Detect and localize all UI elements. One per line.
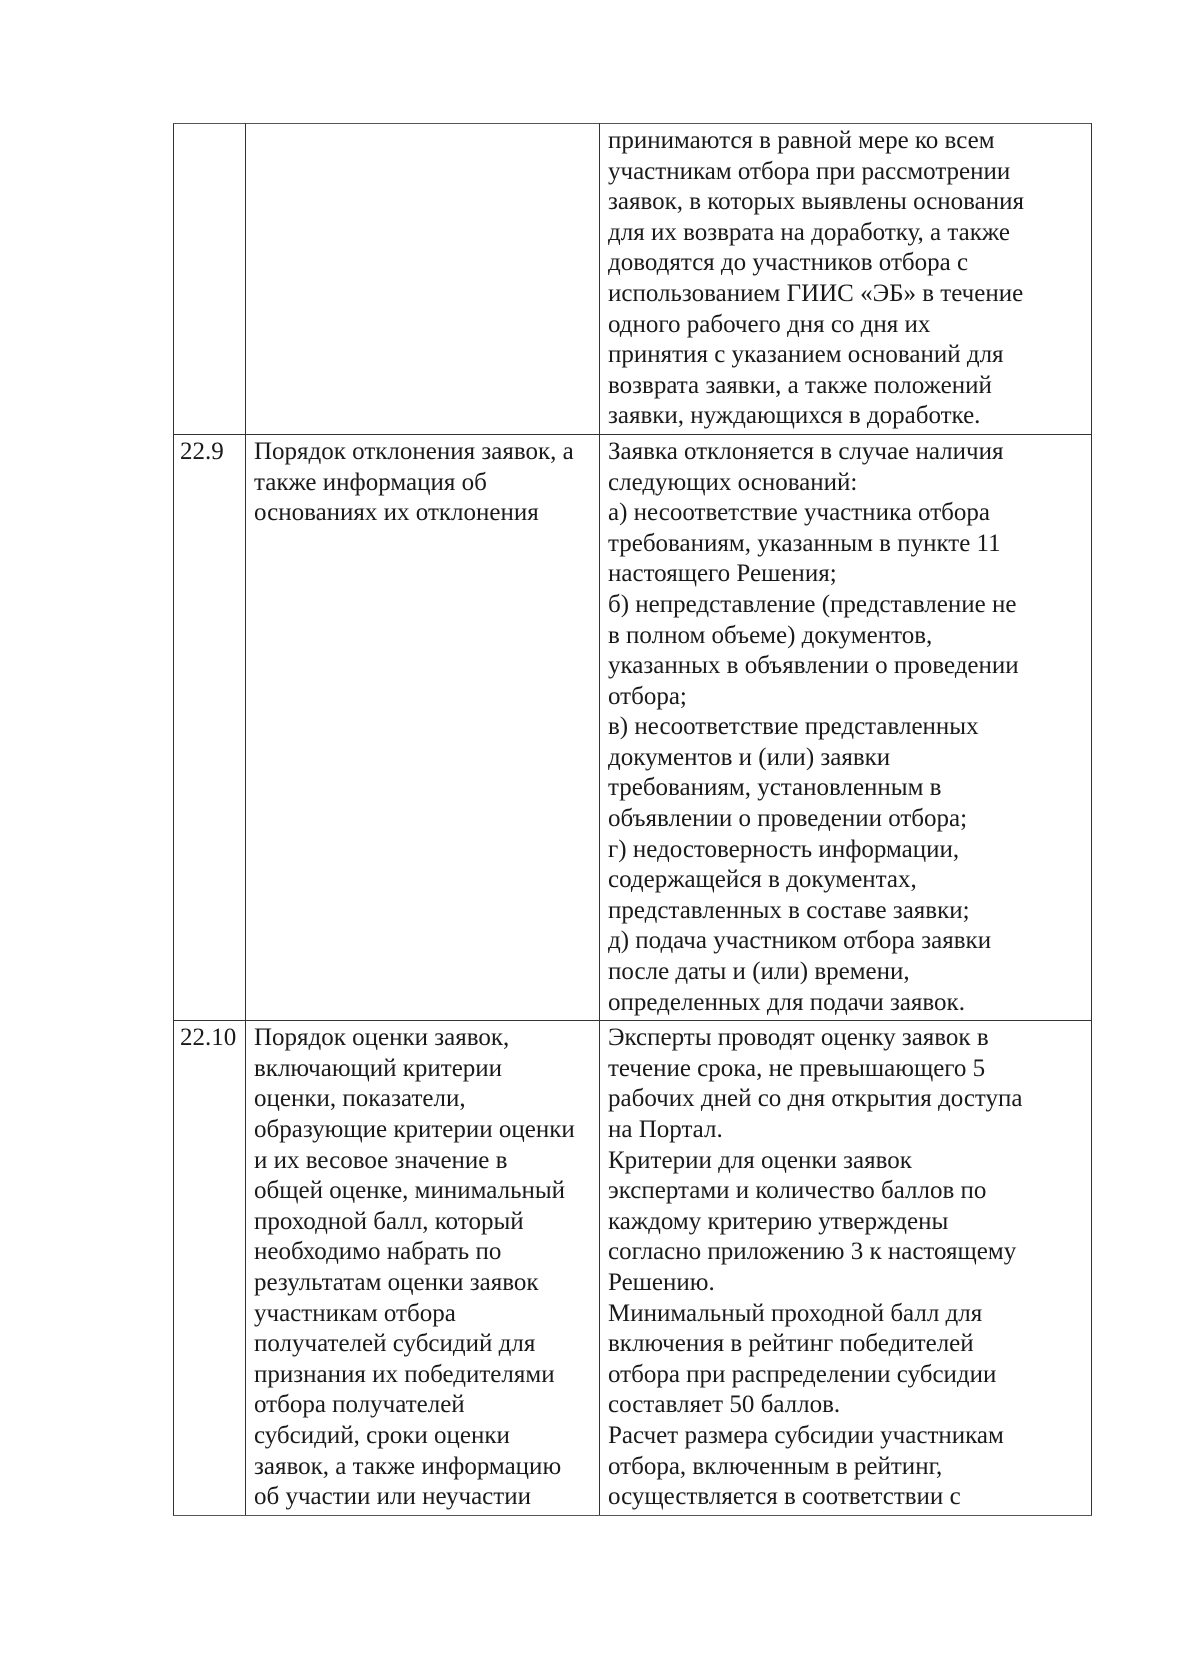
table-row — [174, 1021, 1092, 1516]
text-line: следующих оснований: — [608, 468, 858, 496]
document-table — [173, 123, 1092, 1516]
text-line: необходимо набрать по — [254, 1238, 502, 1266]
text-line: принимаются в равной мере ко всем — [608, 127, 995, 154]
text-line: отбора; — [608, 682, 687, 710]
item-content — [600, 1021, 1092, 1516]
table-body — [174, 124, 1092, 1516]
text-line: одного рабочего дня со дня их — [608, 310, 931, 338]
text-line: Расчет размера субсидии участникам — [608, 1421, 1004, 1449]
text-line: субсидий, сроки оценки — [254, 1421, 510, 1449]
text-line: и их весовое значение в — [254, 1146, 508, 1174]
item-title — [246, 434, 600, 1020]
text-line: указанных в объявлении о проведении — [608, 652, 1019, 680]
text-line: в) несоответствие представленных — [608, 713, 979, 741]
text-line: заявок, а также информацию — [254, 1452, 562, 1480]
text-line: определенных для подачи заявок. — [608, 988, 965, 1016]
text-line: Порядок отклонения заявок, а — [254, 437, 574, 465]
item-number: 22.10 — [174, 1021, 246, 1516]
text-line: возврата заявки, а также положений — [608, 371, 992, 399]
text-line: объявлении о проведении отбора; — [608, 805, 968, 833]
text-line: также информация об — [254, 468, 487, 496]
text-line: содержащейся в документах, — [608, 866, 917, 894]
text-line: требованиям, установленным в — [608, 774, 942, 802]
text-line: заявок, в которых выявлены основания — [608, 188, 1024, 216]
text-line: отбора при распределении субсидии — [608, 1360, 997, 1388]
table-row — [174, 124, 1092, 435]
text-line: Эксперты проводят оценку заявок в — [608, 1024, 989, 1052]
text-line: после даты и (или) времени, — [608, 958, 910, 986]
text-line: участникам отбора — [254, 1299, 456, 1327]
text-line: рабочих дней со дня открытия доступа — [608, 1085, 1023, 1113]
text-line: отбора, включенным в рейтинг, — [608, 1452, 943, 1480]
text-line: заявки, нуждающихся в доработке. — [608, 402, 981, 430]
text-line: д) подача участником отбора заявки — [608, 927, 992, 955]
text-line: использованием ГИИС «ЭБ» в течение — [608, 279, 1024, 307]
text-line: Решению. — [608, 1268, 715, 1296]
text-line: участникам отбора при рассмотрении — [608, 157, 1011, 185]
text-line: результатам оценки заявок — [254, 1268, 539, 1296]
text-line: согласно приложению 3 к настоящему — [608, 1238, 1017, 1266]
text-line: об участии или неучастии — [254, 1483, 531, 1511]
text-line: на Портал. — [608, 1116, 723, 1143]
text-line: настоящего Решения; — [608, 560, 837, 588]
text-line: экспертами и количество баллов по — [608, 1177, 987, 1205]
text-line: получателей субсидий для — [254, 1330, 536, 1358]
text-line: включающий критерии — [254, 1054, 503, 1082]
text-line: признания их победителями — [254, 1360, 555, 1388]
item-title — [246, 1021, 600, 1516]
text-line: для их возврата на доработку, а также — [608, 218, 1010, 246]
text-line: доводятся до участников отбора с — [608, 249, 969, 277]
text-line: оценки, показатели, — [254, 1085, 466, 1113]
text-line: г) недостоверность информации, — [608, 835, 960, 863]
text-line: общей оценке, минимальный — [254, 1177, 566, 1205]
text-line: Заявка отклоняется в случае наличия — [608, 437, 1004, 465]
text-line: б) непредставление (представление не — [608, 590, 1017, 618]
text-line: отбора получателей — [254, 1391, 465, 1419]
text-line: Порядок оценки заявок, — [254, 1024, 510, 1052]
text-line: осуществляется в соответствии с — [608, 1483, 961, 1511]
text-line: основаниях их отклонения — [254, 499, 539, 527]
text-line: Критерии для оценки заявок — [608, 1146, 912, 1174]
text-line: проходной балл, который — [254, 1207, 524, 1235]
text-line: а) несоответствие участника отбора — [608, 499, 990, 527]
text-line: представленных в составе заявки; — [608, 896, 970, 924]
text-line: принятия с указанием оснований для — [608, 341, 1004, 369]
item-number: 22.9 — [174, 434, 246, 1020]
text-line: в полном объеме) документов, — [608, 621, 933, 649]
item-number — [174, 124, 246, 435]
text-line: включения в рейтинг победителей — [608, 1330, 974, 1358]
text-line: течение срока, не превышающего 5 — [608, 1054, 986, 1082]
text-line: требованиям, указанным в пункте 11 — [608, 529, 1001, 557]
item-content — [600, 434, 1092, 1020]
text-line: Минимальный проходной балл для — [608, 1299, 983, 1327]
text-line: составляет 50 баллов. — [608, 1391, 841, 1419]
text-line: каждому критерию утверждены — [608, 1207, 949, 1235]
item-content — [600, 124, 1092, 435]
text-line: документов и (или) заявки — [608, 743, 891, 771]
table-row — [174, 434, 1092, 1020]
item-title — [246, 124, 600, 435]
text-line: образующие критерии оценки — [254, 1116, 575, 1143]
